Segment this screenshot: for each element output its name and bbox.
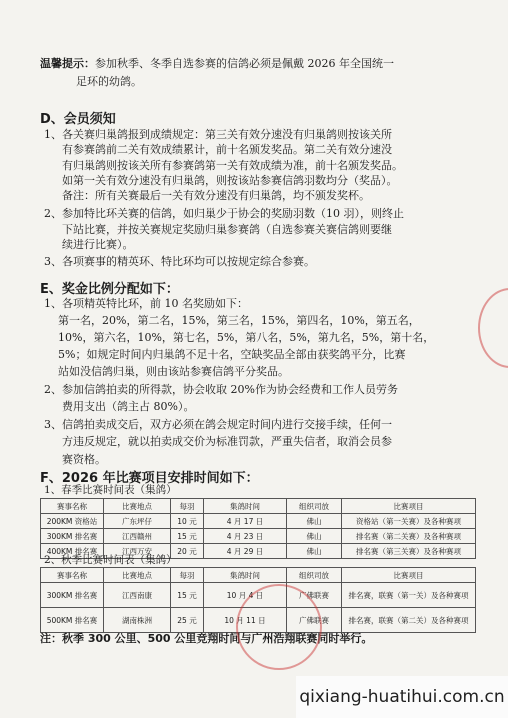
column-header: 每羽 — [171, 568, 204, 583]
column-header: 比赛项目 — [342, 568, 476, 583]
spring-schedule-table — [40, 498, 476, 559]
column-header: 集鸽时间 — [204, 499, 287, 514]
section-d-line: 有参赛鸽前二关有效成绩累计，前十名颁发奖品。第二关有效分速没 — [62, 143, 392, 156]
section-e-line: 费用支出（鸽主占 80%）。 — [62, 400, 195, 413]
warm-tip-label: 温馨提示： — [40, 57, 95, 70]
schedule-note: 注：秋季 300 公里、500 公里竞翔时间与广州浩翔联赛同时举行。 — [40, 632, 373, 645]
column-header: 比赛地点 — [104, 499, 171, 514]
table-cell: 10 月 11 日 — [204, 608, 287, 633]
table-cell: 4 月 17 日 — [204, 514, 287, 529]
section-d-line: 2、参加特比环关赛的信鸽，如归巢少于协会的奖励羽数（10 羽），则终止 — [44, 207, 404, 220]
section-e-line: 1、各项精英特比环，前 10 名奖励如下： — [44, 297, 248, 310]
table-cell: 300KM 排名赛 — [41, 583, 104, 608]
column-header: 集鸽时间 — [204, 568, 287, 583]
column-header: 比赛项目 — [342, 499, 476, 514]
warm-tip-line2: 足环的幼鸽。 — [76, 75, 142, 88]
spring-schedule-title: 1、春季比赛时间表（集鸽） — [44, 484, 177, 496]
column-header: 赛事名称 — [41, 499, 104, 514]
table-cell: 广佛联赛 — [287, 608, 342, 633]
section-d-line: 3、各项赛事的精英环、特比环均可以按规定综合参赛。 — [44, 255, 315, 268]
table-header-row — [41, 568, 476, 583]
table-cell: 300KM 排名赛 — [41, 529, 104, 544]
section-d-line: 1、各关赛归巢鸽报到成绩规定：第三关有效分速没有归巢鸽则按该关所 — [44, 128, 392, 141]
table-cell: 排名赛（第二关赛）及各种赛项 — [342, 529, 476, 544]
table-cell: 江西赣州 — [104, 529, 171, 544]
table-cell: 200KM 资格站 — [41, 514, 104, 529]
section-e-line: 2、参加信鸽拍卖的所得款，协会收取 20%作为协会经费和工作人员劳务 — [44, 383, 398, 396]
table-cell: 15 元 — [171, 529, 204, 544]
section-e-line: 3、信鸽拍卖成交后，双方必须在鸽会规定时间内进行交接手续，任何一 — [44, 418, 392, 431]
table-cell: 10 元 — [171, 514, 204, 529]
table-cell: 广佛联赛 — [287, 583, 342, 608]
section-e-line: 10%，第六名，10%，第七名，5%，第八名，5%，第九名，5%，第十名， — [58, 331, 435, 344]
table-cell: 湖南株洲 — [104, 608, 171, 633]
table-cell: 排名赛（第三关赛）及各种赛项 — [342, 544, 476, 559]
table-cell: 400KM 排名赛 — [41, 544, 104, 559]
table-cell: 佛山 — [287, 529, 342, 544]
section-d-line: 有归巢鸽则按该关所有参赛鸽第一关有效成绩为准，前十名颁发奖品。 — [62, 159, 403, 172]
table-cell: 佛山 — [287, 514, 342, 529]
column-header: 组织司放 — [287, 499, 342, 514]
table-cell: 资格站（第一关赛）及各种赛项 — [342, 514, 476, 529]
section-e-line: 第一名，20%，第二名，15%，第三名，15%，第四名，10%，第五名， — [58, 314, 420, 327]
section-e-line: 5%；如规定时间内归巢鸽不足十名，空缺奖品全部由获奖鸽平分，比赛 — [58, 348, 406, 361]
table-cell: 江西南康 — [104, 583, 171, 608]
table-cell: 广东坪仔 — [104, 514, 171, 529]
table-cell: 佛山 — [287, 544, 342, 559]
section-e-line: 赛资格。 — [62, 453, 106, 466]
table-cell: 排名赛，联赛（第二关）及各种赛项 — [342, 608, 476, 633]
section-f-title: F、2026 年比赛项目安排时间如下： — [40, 471, 259, 486]
table-cell: 10 月 4 日 — [204, 583, 287, 608]
column-header: 赛事名称 — [41, 568, 104, 583]
table-row — [41, 514, 476, 529]
table-cell: 500KM 排名赛 — [41, 608, 104, 633]
section-d-line: 如第一关有效分速没有归巢鸽，则按该站参赛信鸽羽数均分（奖品）。 — [62, 174, 398, 187]
warm-tip-line1 — [40, 56, 394, 72]
table-cell: 4 月 23 日 — [204, 529, 287, 544]
table-header-row — [41, 499, 476, 514]
red-seal-bottom — [236, 584, 322, 670]
section-e-title: E、奖金比例分配如下： — [40, 282, 179, 297]
table-row — [41, 529, 476, 544]
column-header: 每羽 — [171, 499, 204, 514]
section-d-note: 备注：所有关赛最后一关有效分速没有归巢鸽，均不颁发奖杯。 — [62, 189, 370, 202]
table-cell: 25 元 — [171, 608, 204, 633]
site-watermark: qixiang-huatihui.com.cn — [296, 676, 508, 718]
section-e-line: 站如没信鸽归巢，则由该站参赛信鸽平分奖品。 — [58, 365, 289, 378]
table-cell: 排名赛，联赛（第一关）及各种赛项 — [342, 583, 476, 608]
table-cell: 江西万安 — [104, 544, 171, 559]
column-header: 组织司放 — [287, 568, 342, 583]
autumn-schedule-title: 2、秋季比赛时间表（集鸽） — [44, 554, 177, 566]
table-cell: 4 月 29 日 — [204, 544, 287, 559]
warm-tip-text: 参加秋季、冬季自选参赛的信鸽必须是佩戴 2026 年全国统一 — [95, 57, 394, 70]
table-cell: 20 元 — [171, 544, 204, 559]
section-d-line: 下站比赛，并按关赛规定奖励归巢参赛鸽（自选参赛关赛信鸽则要继 — [62, 223, 392, 236]
column-header: 比赛地点 — [104, 568, 171, 583]
section-d-line: 续进行比赛）。 — [62, 238, 134, 251]
section-e-line: 方违反规定，就以拍卖成交价为标准罚款，严重失信者，取消会员参 — [62, 435, 392, 448]
section-d-title: D、会员须知 — [40, 112, 116, 127]
table-cell: 15 元 — [171, 583, 204, 608]
red-seal-right — [478, 288, 508, 368]
